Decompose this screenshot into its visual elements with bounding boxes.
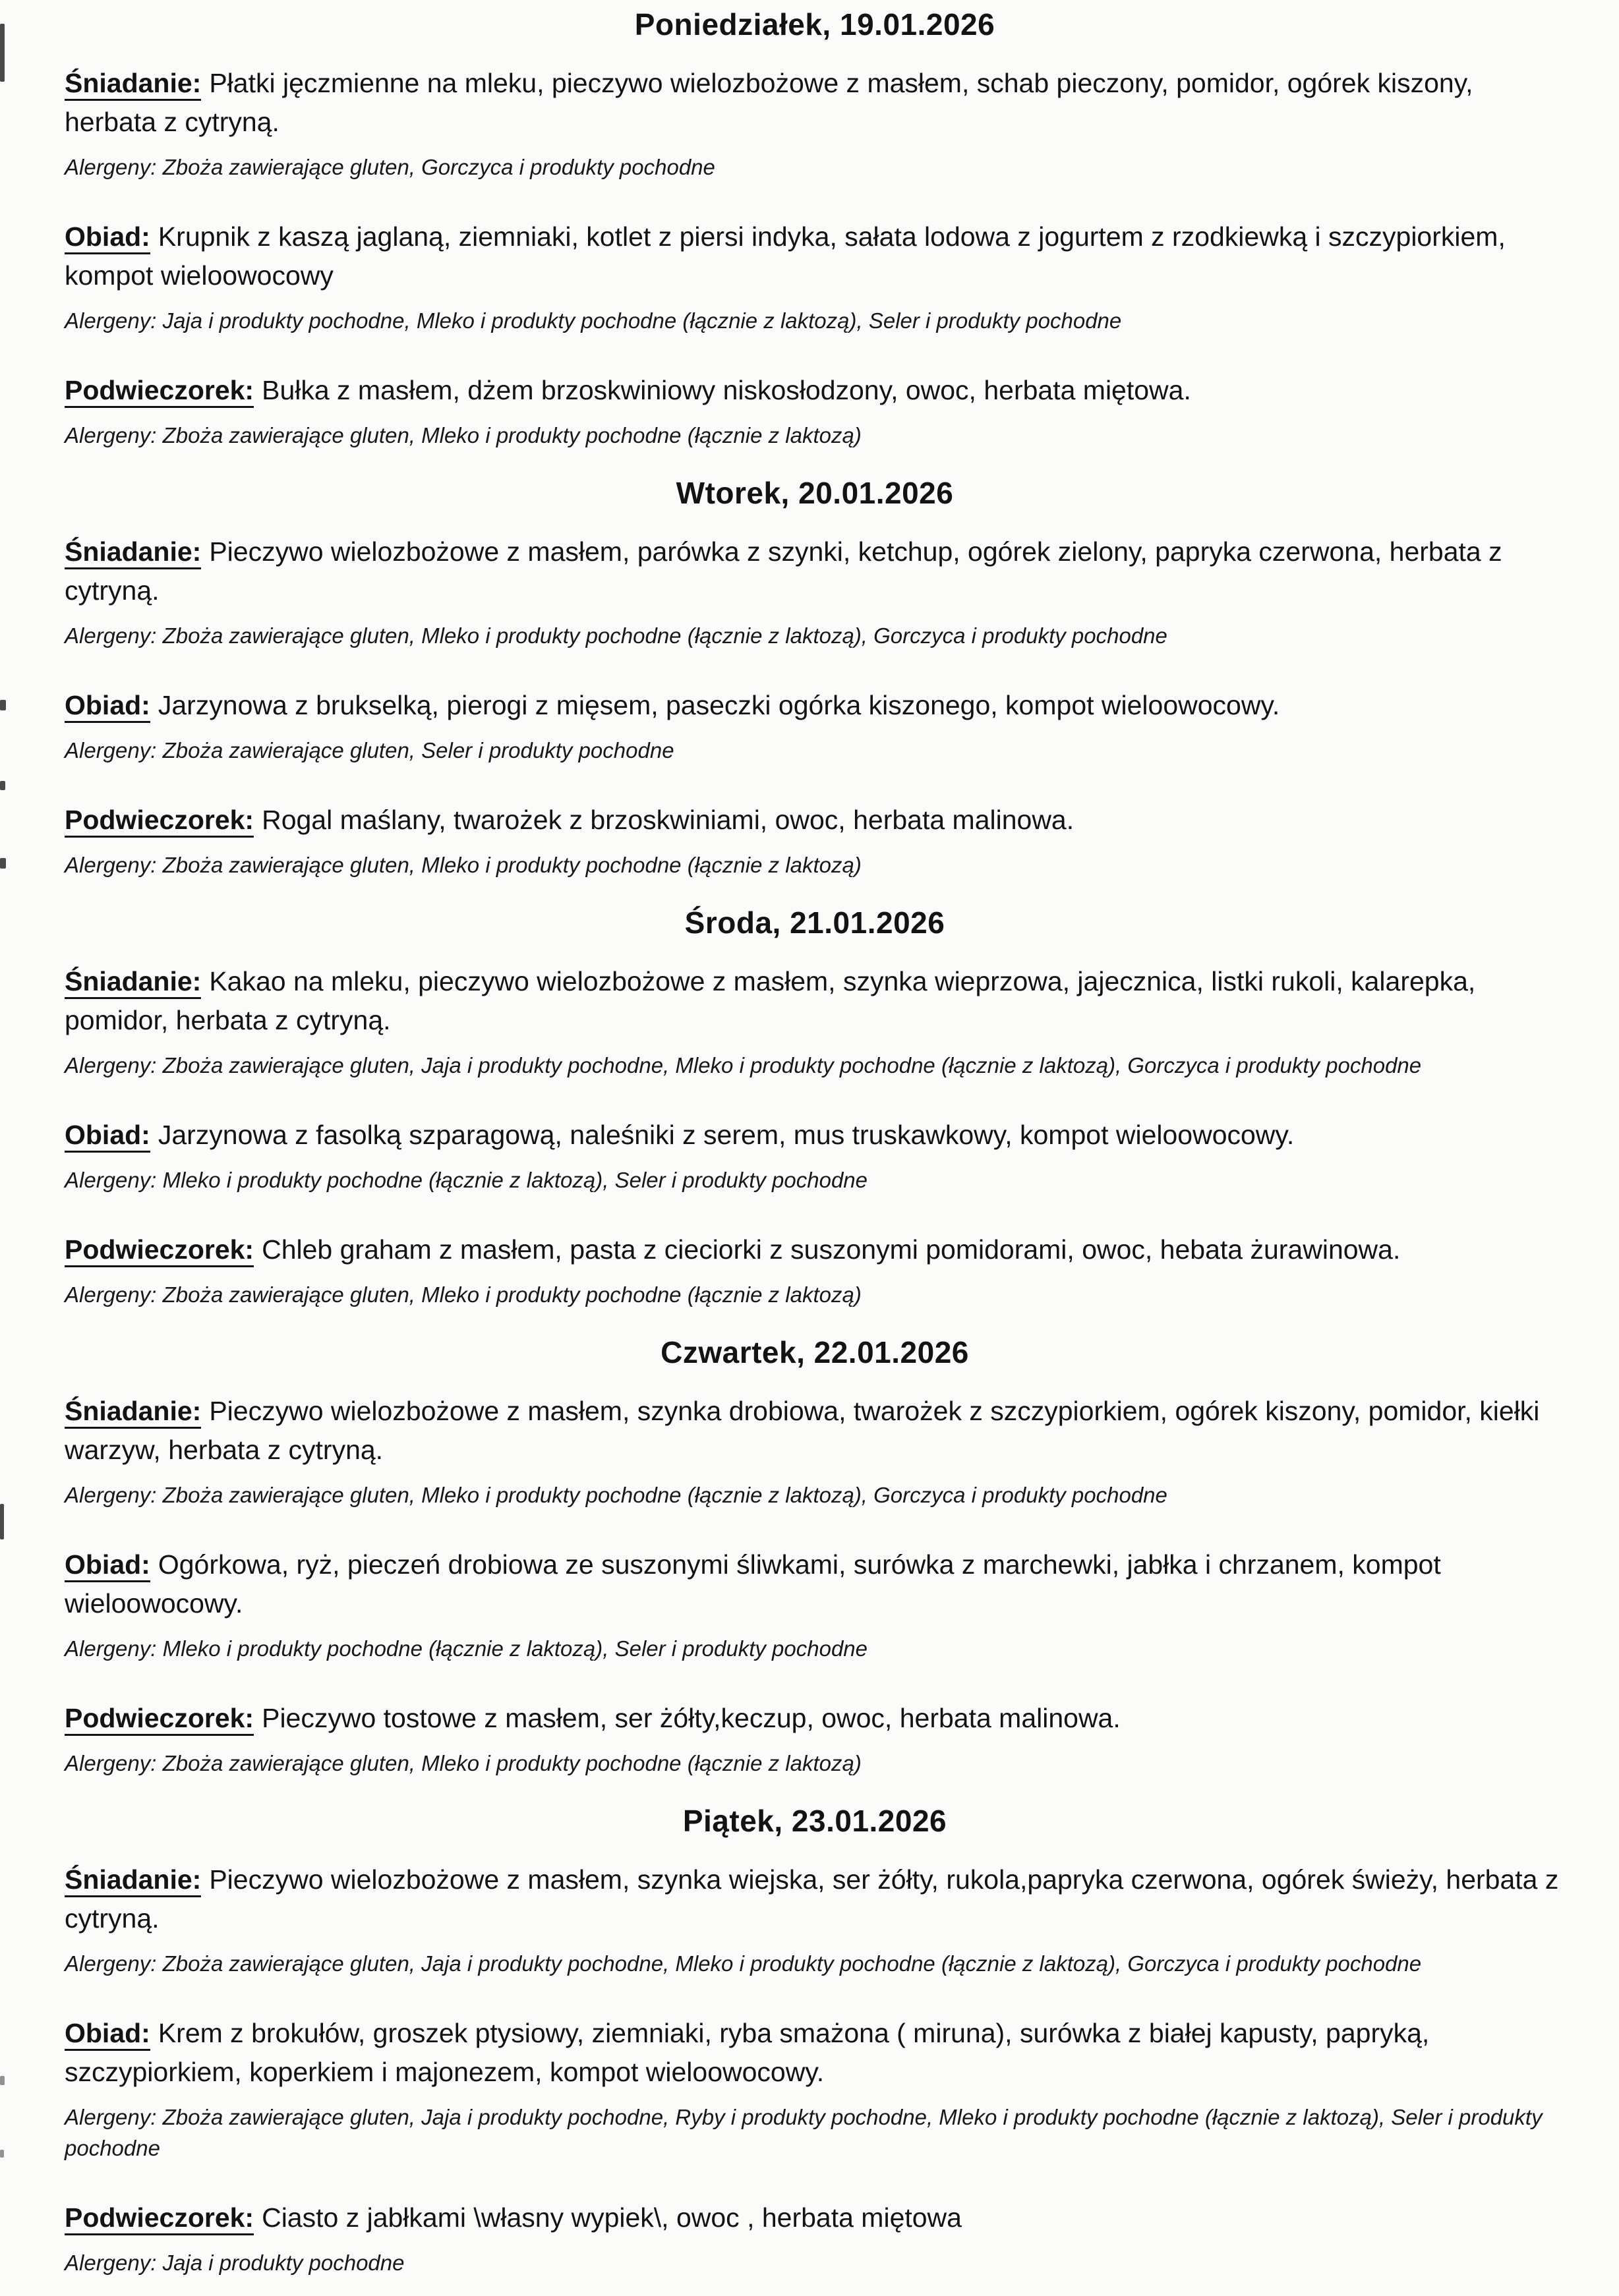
day-section-tuesday — [65, 475, 1565, 881]
meal-afternoon-snack — [65, 371, 1565, 451]
allergens-line: Alergeny: Zboża zawierające gluten, Mleko i produkty pochodne (łącznie z laktozą) — [65, 1282, 862, 1307]
allergens-line: Alergeny: Zboża zawierające gluten, Jaja i produkty pochodne, Mleko i produkty pochodne (łącznie z laktozą), Gorczyca i produkty pochodne — [65, 1951, 1422, 1976]
scan-artifact — [0, 700, 6, 710]
allergens-line: Alergeny: Zboża zawierające gluten, Jaja i produkty pochodne, Ryby i produkty pochodne, Mleko i produkty pochodne (łącznie z laktozą), Seler i produkty pochodne — [65, 2104, 1543, 2160]
allergens-line: Alergeny: Mleko i produkty pochodne (łącznie z laktozą), Seler i produkty pochodne — [65, 1167, 868, 1192]
meal-description: Ogórkowa, ryż, pieczeń drobiowa ze suszonymi śliwkami, surówka z marchewki, jabłka i chrzanem, kompot wieloowocowy. — [65, 1549, 1441, 1619]
meal-line — [65, 217, 1565, 295]
meal-line — [65, 532, 1565, 610]
scan-artifact — [0, 781, 5, 790]
scan-artifact — [0, 858, 6, 869]
meal-line — [65, 1116, 1565, 1155]
day-title: Poniedziałek, 19.01.2026 — [634, 7, 995, 42]
meal-breakfast — [65, 1392, 1565, 1511]
day-section-wednesday — [65, 905, 1565, 1311]
day-section-friday — [65, 1803, 1565, 2279]
allergens-line: Alergeny: Jaja i produkty pochodne, Mleko i produkty pochodne (łącznie z laktozą), Seler i produkty pochodne — [65, 308, 1122, 333]
meal-label: Śniadanie: — [65, 1396, 201, 1429]
meal-line — [65, 1860, 1565, 1938]
meal-afternoon-snack — [65, 2198, 1565, 2279]
meal-line — [65, 962, 1565, 1040]
meal-line — [65, 686, 1565, 725]
meal-label: Śniadanie: — [65, 536, 201, 569]
scan-artifact — [0, 2076, 5, 2085]
meal-line — [65, 371, 1565, 410]
meal-lunch — [65, 217, 1565, 337]
meal-label: Podwieczorek: — [65, 2202, 254, 2235]
meal-breakfast — [65, 1860, 1565, 1980]
allergens-line: Alergeny: Zboża zawierające gluten, Mleko i produkty pochodne (łącznie z laktozą), Gorczyca i produkty pochodne — [65, 623, 1167, 648]
meal-line — [65, 1392, 1565, 1470]
meal-line — [65, 64, 1565, 142]
allergens-line: Alergeny: Zboża zawierające gluten, Seler i produkty pochodne — [65, 738, 674, 763]
meal-label: Obiad: — [65, 690, 150, 723]
meal-label: Podwieczorek: — [65, 1234, 254, 1267]
meal-description: Kakao na mleku, pieczywo wielozbożowe z masłem, szynka wieprzowa, jajecznica, listki rukoli, kalarepka, pomidor, herbata z cytryną. — [65, 966, 1476, 1036]
scan-artifact — [0, 2150, 4, 2158]
meal-breakfast — [65, 962, 1565, 1081]
meal-description: Krem z brokułów, groszek ptysiowy, ziemniaki, ryba smażona ( miruna), surówka z białej kapusty, papryką, szczypiorkiem, koperkiem i majonezem, kompot wieloowocowy. — [65, 2017, 1430, 2087]
meal-description: Jarzynowa z brukselką, pierogi z mięsem, paseczki ogórka kiszonego, kompot wieloowocowy. — [158, 690, 1280, 721]
meal-line — [65, 2198, 1565, 2237]
day-section-monday — [65, 7, 1565, 451]
meal-label: Podwieczorek: — [65, 805, 254, 838]
scan-artifact — [0, 1504, 4, 1539]
meal-description: Pieczywo wielozbożowe z masłem, szynka drobiowa, twarożek z szczypiorkiem, ogórek kiszony, pomidor, kiełki warzyw, herbata z cytryną. — [65, 1395, 1540, 1465]
meal-description: Pieczywo tostowe z masłem, ser żółty,keczup, owoc, herbata malinowa. — [262, 1702, 1121, 1733]
meal-description: Ciasto z jabłkami \własny wypiek\, owoc , herbata miętowa — [262, 2202, 962, 2233]
meal-description: Rogal maślany, twarożek z brzoskwiniami, owoc, herbata malinowa. — [262, 804, 1074, 835]
meal-label: Śniadanie: — [65, 1864, 201, 1897]
meal-label: Podwieczorek: — [65, 375, 254, 408]
allergens-line: Alergeny: Zboża zawierające gluten, Mleko i produkty pochodne (łącznie z laktozą) — [65, 423, 862, 448]
allergens-line: Alergeny: Zboża zawierające gluten, Mleko i produkty pochodne (łącznie z laktozą) — [65, 1750, 862, 1775]
meal-description: Pieczywo wielozbożowe z masłem, parówka z szynki, ketchup, ogórek zielony, papryka czerwona, herbata z cytryną. — [65, 536, 1502, 606]
meal-lunch — [65, 2014, 1565, 2164]
meal-line — [65, 2014, 1565, 2092]
allergens-line: Alergeny: Jaja i produkty pochodne — [65, 2250, 405, 2275]
meal-label: Obiad: — [65, 2018, 150, 2051]
meal-label: Śniadanie: — [65, 68, 201, 101]
day-section-thursday — [65, 1335, 1565, 1779]
day-title: Piątek, 23.01.2026 — [682, 1803, 947, 1838]
meal-description: Chleb graham z masłem, pasta z cieciorki z suszonymi pomidorami, owoc, hebata żurawinowa. — [262, 1234, 1401, 1265]
meal-label: Obiad: — [65, 1549, 150, 1582]
allergens-line: Alergeny: Zboża zawierające gluten, Gorczyca i produkty pochodne — [65, 155, 715, 180]
meal-description: Pieczywo wielozbożowe z masłem, szynka wiejska, ser żółty, rukola,papryka czerwona, ogórek świeży, herbata z cytryną. — [65, 1864, 1559, 1934]
meal-line — [65, 1699, 1565, 1738]
allergens-line: Alergeny: Zboża zawierające gluten, Jaja i produkty pochodne, Mleko i produkty pochodne (łącznie z laktozą), Gorczyca i produkty pochodne — [65, 1053, 1422, 1078]
day-title: Środa, 21.01.2026 — [684, 905, 945, 940]
meal-afternoon-snack — [65, 801, 1565, 881]
allergens-line: Alergeny: Zboża zawierające gluten, Mleko i produkty pochodne (łącznie z laktozą), Gorczyca i produkty pochodne — [65, 1482, 1167, 1507]
meal-label: Obiad: — [65, 1120, 150, 1153]
meal-line — [65, 1230, 1565, 1269]
meal-label: Śniadanie: — [65, 966, 201, 999]
day-title: Wtorek, 20.01.2026 — [676, 475, 954, 510]
meal-description: Bułka z masłem, dżem brzoskwiniowy niskosłodzony, owoc, herbata miętowa. — [262, 375, 1191, 406]
meal-line — [65, 1545, 1565, 1623]
meal-line — [65, 801, 1565, 840]
scan-artifact — [0, 24, 5, 82]
allergens-line: Alergeny: Zboża zawierające gluten, Mleko i produkty pochodne (łącznie z laktozą) — [65, 852, 862, 877]
meal-label: Podwieczorek: — [65, 1703, 254, 1736]
meal-lunch — [65, 686, 1565, 766]
meal-description: Płatki jęczmienne na mleku, pieczywo wielozbożowe z masłem, schab pieczony, pomidor, ogórek kiszony, herbata z cytryną. — [65, 68, 1473, 138]
meal-breakfast — [65, 64, 1565, 183]
meal-description: Jarzynowa z fasolką szparagową, naleśniki z serem, mus truskawkowy, kompot wieloowocowy. — [158, 1119, 1295, 1150]
day-title: Czwartek, 22.01.2026 — [661, 1335, 969, 1369]
meal-afternoon-snack — [65, 1230, 1565, 1311]
meal-description: Krupnik z kaszą jaglaną, ziemniaki, kotlet z piersi indyka, sałata lodowa z jogurtem z rzodkiewką i szczypiorkiem, kompot wieloowocowy — [65, 221, 1506, 291]
meal-label: Obiad: — [65, 221, 150, 254]
allergens-line: Alergeny: Mleko i produkty pochodne (łącznie z laktozą), Seler i produkty pochodne — [65, 1636, 868, 1661]
meal-breakfast — [65, 532, 1565, 652]
meal-afternoon-snack — [65, 1699, 1565, 1779]
meal-lunch — [65, 1116, 1565, 1196]
meal-lunch — [65, 1545, 1565, 1665]
